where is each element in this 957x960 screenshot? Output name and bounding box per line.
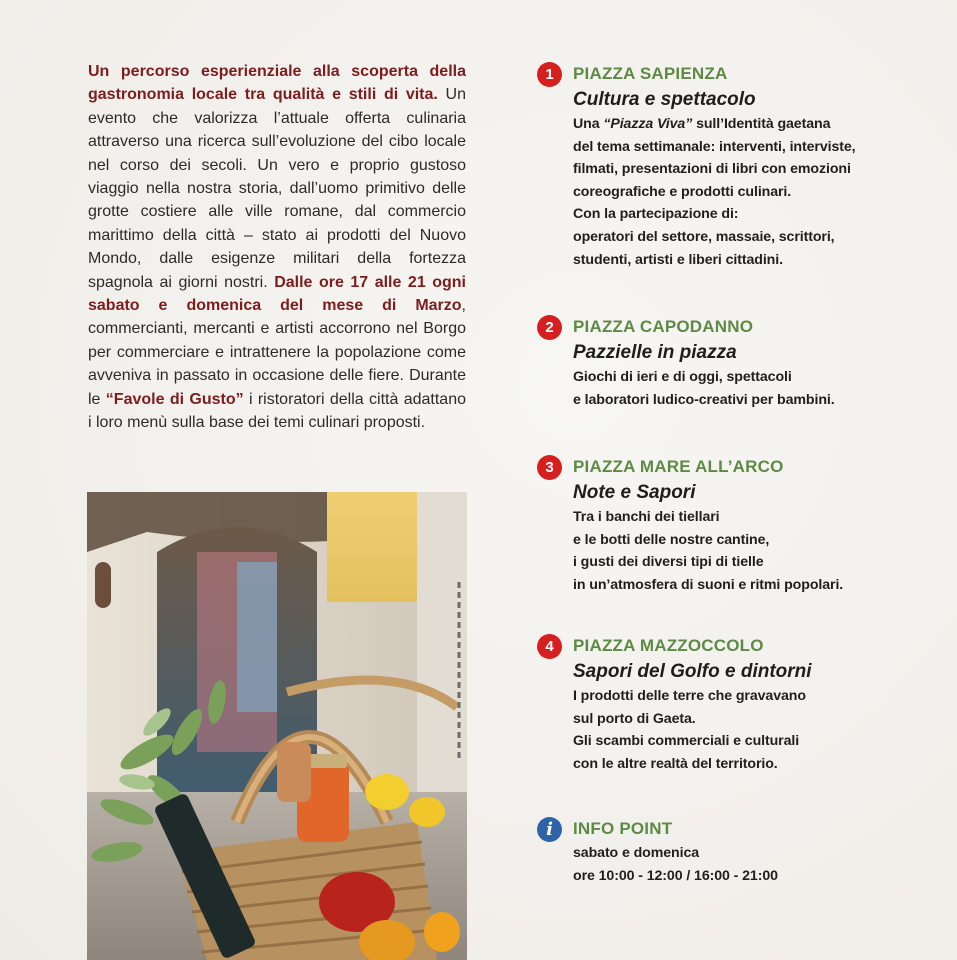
- info-description: [573, 842, 937, 887]
- number-badge-1: 1: [537, 62, 562, 87]
- description-line: Gli scambi commerciali e culturali: [573, 733, 800, 750]
- description-line: [573, 113, 937, 136]
- description-line: Con la partecipazione di:: [573, 206, 739, 223]
- description-line: i gusti dei diversi tipi di tielle: [573, 554, 764, 571]
- piazza-name: PIAZZA SAPIENZA: [573, 64, 728, 83]
- description-line: coreografiche e prodotti culinari.: [573, 183, 792, 200]
- section-description: [573, 366, 937, 411]
- description-line: Tra i banchi dei tiellari: [573, 509, 720, 525]
- section-title: Sapori del Golfo e dintorni: [573, 661, 812, 682]
- description-line: sul porto di Gaeta.: [573, 710, 696, 727]
- section-info-point: [537, 816, 937, 887]
- section-piazza-sapienza: [537, 61, 937, 271]
- section-heading: [537, 314, 937, 340]
- section-heading: [537, 61, 937, 87]
- number-badge-4: 4: [537, 634, 562, 659]
- section-title: Cultura e spettacolo: [573, 89, 756, 110]
- piazza-name: PIAZZA CAPODANNO: [573, 317, 754, 336]
- description-line: filmati, presentazioni di libri con emozioni: [573, 161, 851, 178]
- description-line: con le altre realtà del territorio.: [573, 755, 778, 772]
- section-piazza-mazzoccolo: [537, 633, 937, 775]
- number-badge-3: 3: [537, 455, 562, 480]
- number-badge-2: 2: [537, 315, 562, 340]
- section-description: [573, 506, 937, 596]
- info-icon: i: [537, 817, 562, 842]
- info-days: sabato e domenica: [573, 845, 700, 861]
- section-heading: [537, 454, 937, 480]
- line-italic: “Piazza Viva”: [603, 116, 693, 132]
- description-line: Giochi di ieri e di oggi, spettacoli: [573, 369, 792, 385]
- info-hours: ore 10:00 - 12:00 / 16:00 - 21:00: [573, 867, 778, 884]
- description-line: e le botti delle nostre cantine,: [573, 531, 770, 548]
- intro-lead: Un percorso esperienziale alla scoperta della gastronomia locale tra qualità e stili di vita.: [88, 63, 466, 104]
- section-piazza-capodanno: [537, 314, 937, 411]
- piazza-name: PIAZZA MARE ALL’ARCO: [573, 457, 784, 476]
- intro-body-2: , commercianti, mercanti e artisti accorrono nel Borgo per commerciare e intrattenere la popolazione come avveniva in passato in occasione delle fiere. Durante le: [88, 297, 466, 408]
- section-heading: [537, 816, 937, 842]
- intro-paragraph: [88, 60, 466, 435]
- description-line: del tema settimanale: interventi, interviste,: [573, 138, 856, 155]
- line-text: Una: [573, 116, 604, 132]
- section-heading: [537, 633, 937, 659]
- intro-body-1: Un evento che valorizza l’attuale offerta culinaria attraverso una ricerca sull’evoluzione del cibo locale nel corso dei secoli. Un vero e proprio gustoso viaggio nella nostra storia, dall’uomo primitivo delle grotte costiere alle ville romane, dal commercio marittimo della città – stato ai prodotti del Nuovo Mondo, dalle esigenze militari della fortezza spagnola ai giorni nostri.: [88, 86, 466, 291]
- section-title: Pazzielle in piazza: [573, 342, 737, 363]
- intro-favole: “Favole di Gusto”: [105, 390, 244, 408]
- description-line: operatori del settore, massaie, scrittori,: [573, 228, 835, 245]
- line-text: sull’Identità gaetana: [692, 116, 831, 132]
- description-line: studenti, artisti e liberi cittadini.: [573, 251, 783, 268]
- section-title: Note e Sapori: [573, 482, 696, 503]
- section-description: [573, 685, 937, 775]
- basket-photo-illustration: [87, 492, 467, 960]
- description-line: I prodotti delle terre che gravavano: [573, 688, 806, 704]
- section-description: [573, 113, 937, 271]
- section-piazza-mare-arco: [537, 454, 937, 596]
- intro-body-3: i ristoratori della città adattano i loro menù sulla base dei temi culinari proposti.: [88, 390, 466, 432]
- basket-photo: [87, 492, 467, 960]
- piazza-name: PIAZZA MAZZOCCOLO: [573, 636, 764, 655]
- description-line: in un’atmosfera di suoni e ritmi popolari.: [573, 576, 844, 593]
- description-line: e laboratori ludico-creativi per bambini.: [573, 391, 835, 408]
- intro-dates: Dalle ore 17 alle 21 ogni sabato e domenica del mese di Marzo: [88, 273, 466, 315]
- info-label: INFO POINT: [573, 819, 673, 838]
